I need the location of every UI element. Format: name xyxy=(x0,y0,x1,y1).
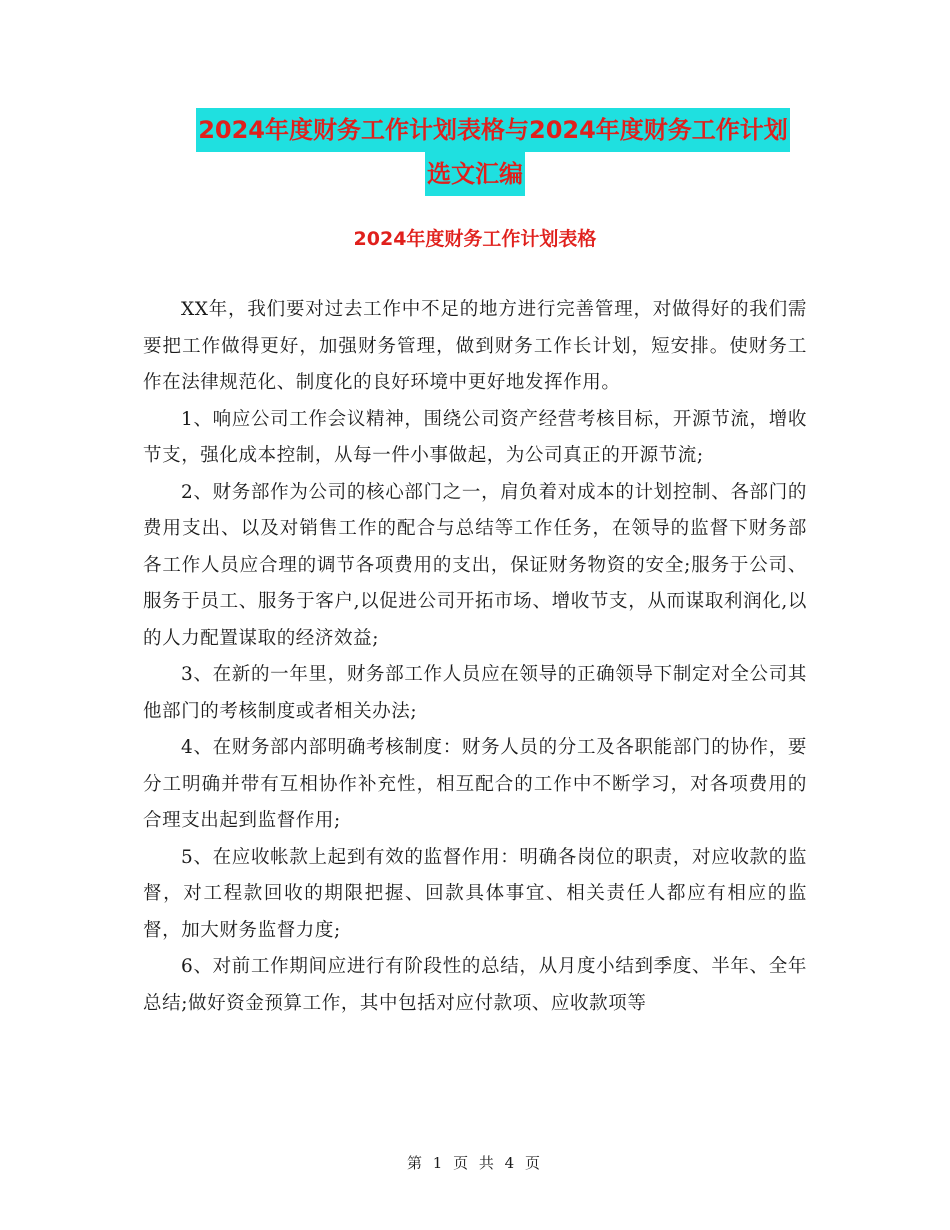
paragraph-item-1: 1、响应公司工作会议精神，围绕公司资产经营考核目标，开源节流，增收节支，强化成本控制，从每一件小事做起，为公司真正的开源节流; xyxy=(143,408,807,466)
document-body xyxy=(143,292,807,1022)
section-title: 2024年度财务工作计划表格 xyxy=(353,228,597,250)
paragraph-item-3: 3、在新的一年里，财务部工作人员应在领导的正确领导下制定对全公司其他部门的考核制度或者相关办法; xyxy=(143,664,807,722)
paragraph-item-6: 6、对前工作期间应进行有阶段性的总结，从月度小结到季度、半年、全年总结;做好资金预算工作，其中包括对应付款项、应收款项等 xyxy=(143,956,807,1014)
document-title xyxy=(0,108,950,196)
paragraph-item-4: 4、在财务部内部明确考核制度：财务人员的分工及各职能部门的协作，要分工明确并带有互相协作补充性，相互配合的工作中不断学习，对各项费用的合理支出起到监督作用; xyxy=(143,737,807,831)
page-footer: 第 1 页 共 4 页 xyxy=(407,1154,543,1172)
paragraph-item-5: 5、在应收帐款上起到有效的监督作用：明确各岗位的职责，对应收款的监督，对工程款回收的期限把握、回款具体事宜、相关责任人都应有相应的监督，加大财务监督力度; xyxy=(143,846,807,941)
paragraph-intro: XX年，我们要对过去工作中不足的地方进行完善管理，对做得好的我们需要把工作做得更好，加强财务管理，做到财务工作长计划，短安排。使财务工作在法律规范化、制度化的良好环境中更好地发挥作用。 xyxy=(143,299,807,393)
title-line-1: 2024年度财务工作计划表格与2024年度财务工作计划 xyxy=(196,108,790,152)
paragraph-item-2: 2、财务部作为公司的核心部门之一，肩负着对成本的计划控制、各部门的费用支出、以及对销售工作的配合与总结等工作任务，在领导的监督下财务部各工作人员应合理的调节各项费用的支出，保证财务物资的安全;服务于公司、服务于员工、服务于客户,以促进公司开拓市场、增收节支，从而谋取利润化,以的人力配置谋取的经济效益; xyxy=(143,481,807,649)
title-line-2: 选文汇编 xyxy=(425,152,525,196)
